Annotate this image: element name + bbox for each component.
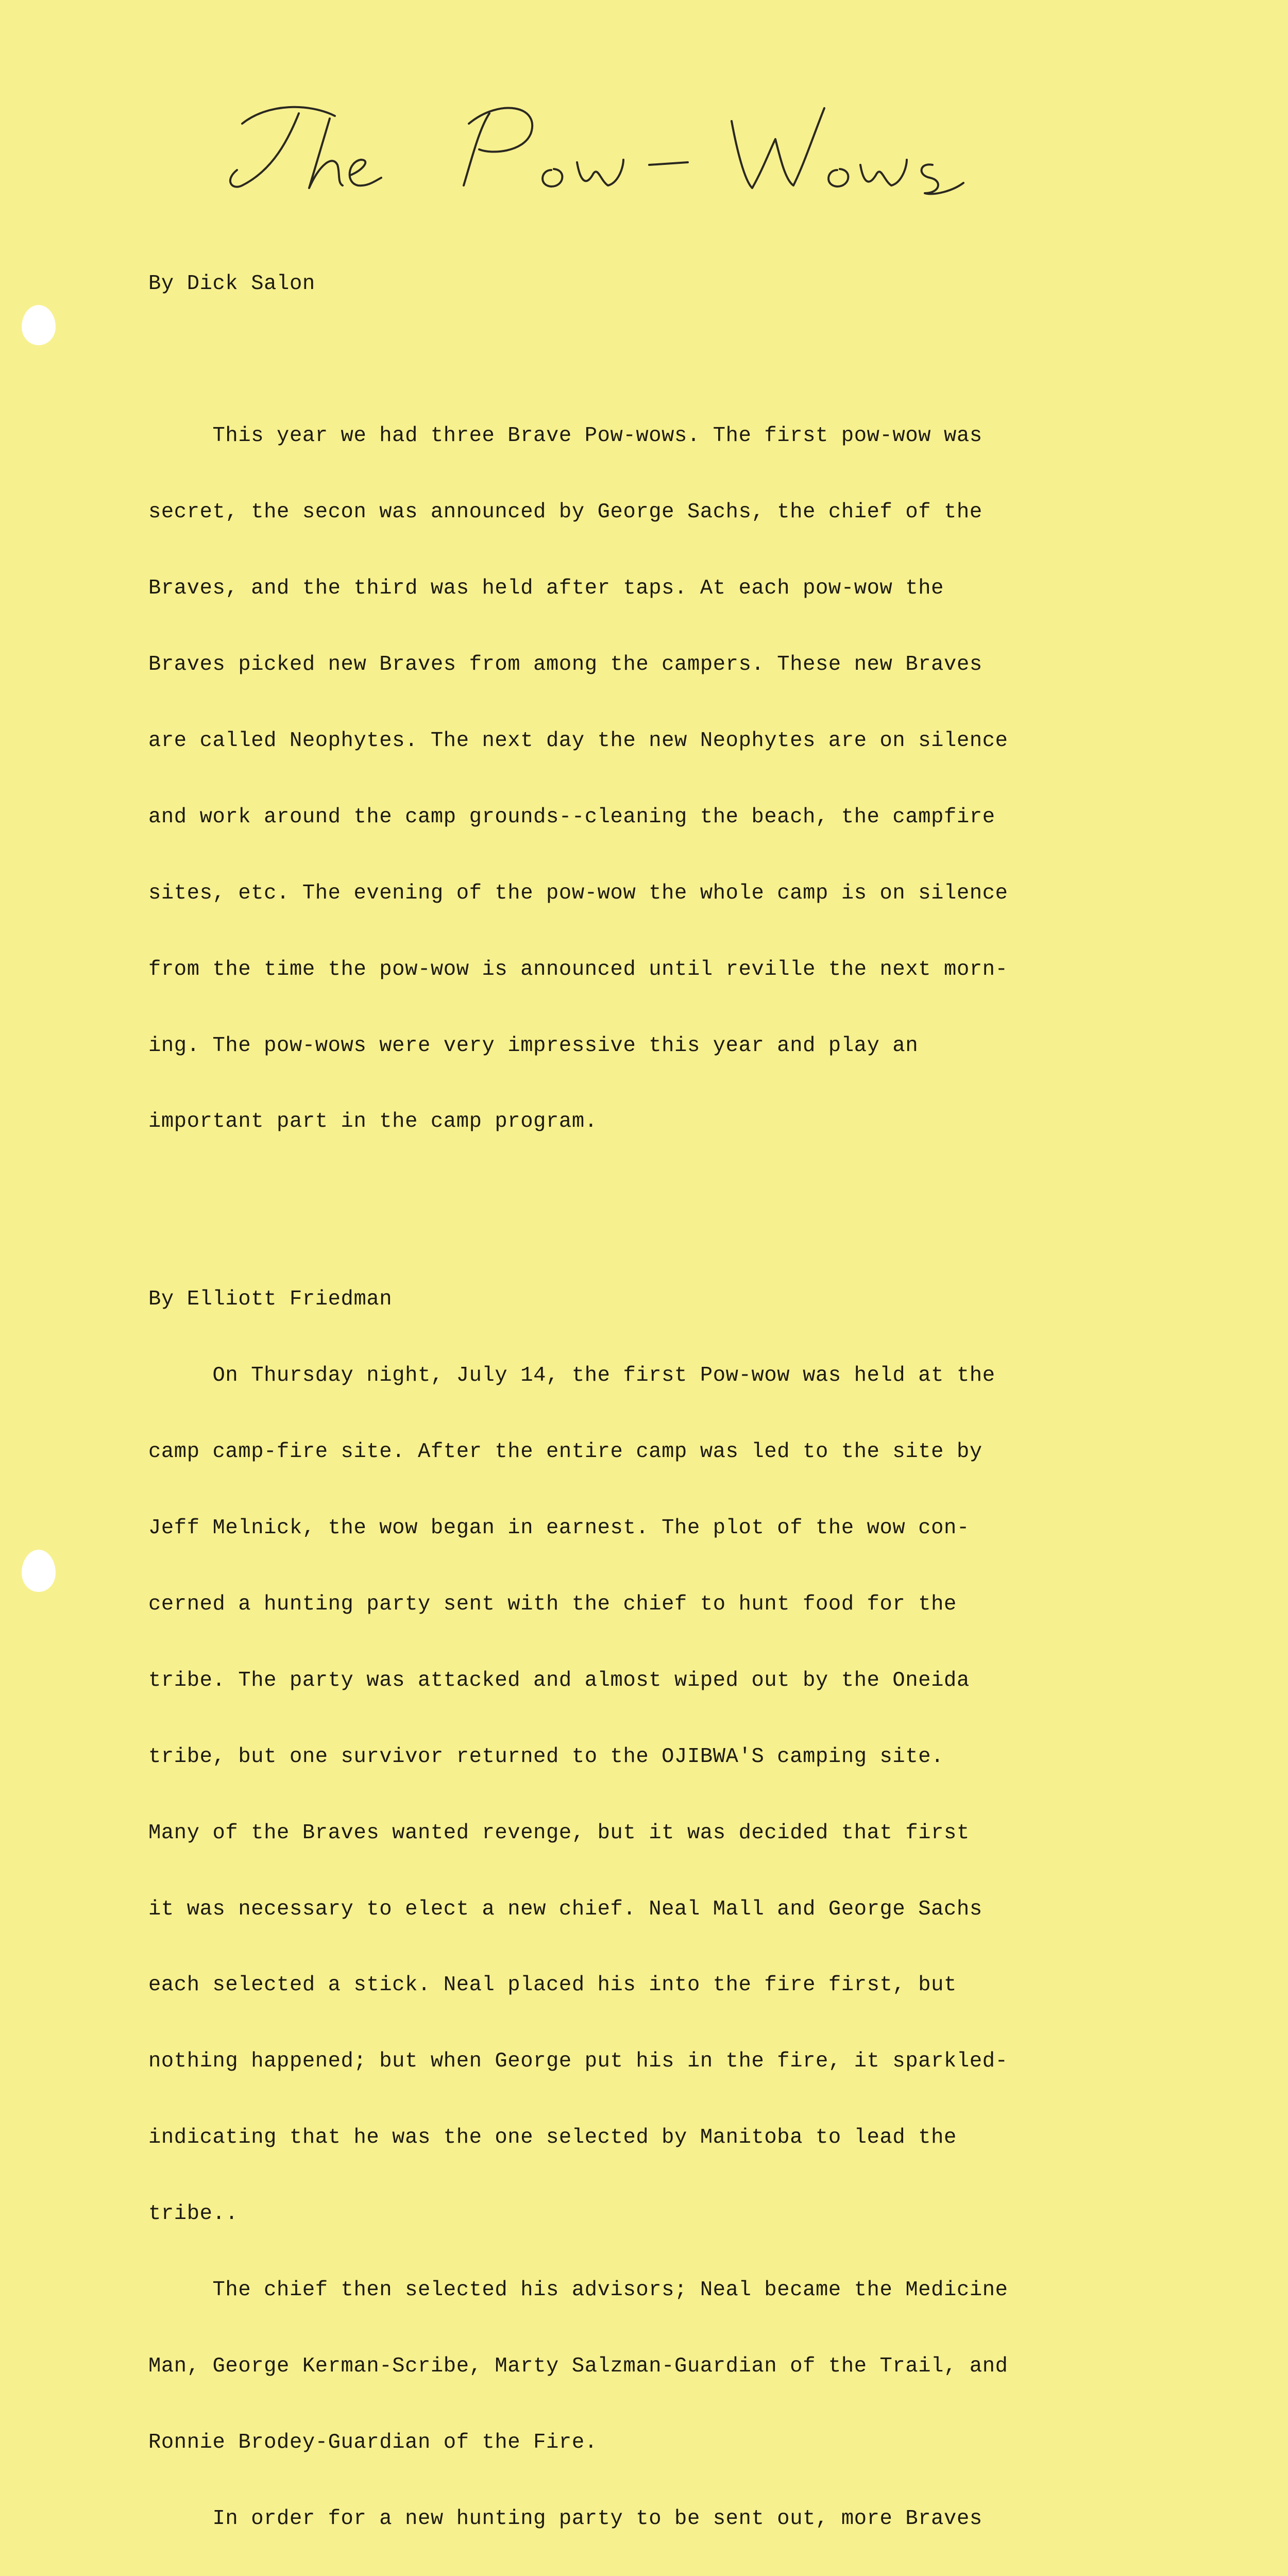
text-line: tribe. The party was attacked and almost wiped out by the Oneida	[148, 1668, 970, 1692]
text-line: important part in the camp program.	[148, 1110, 598, 1134]
text-line: On Thursday night, July 14, the first Pow-wow was held at the	[148, 1364, 995, 1388]
handwritten-title	[222, 93, 974, 211]
text-line: This year we had three Brave Pow-wows. The first pow-wow was	[148, 424, 982, 448]
text-line: from the time the pow-wow is announced until reville the next morn-	[148, 957, 1008, 981]
punch-hole-top	[22, 305, 56, 345]
spacer	[148, 1185, 1220, 1211]
text-line: In order for a new hunting party to be sent out, more Braves	[148, 2506, 982, 2531]
text-line: sites, etc. The evening of the pow-wow the whole camp is on silence	[148, 881, 1008, 905]
punch-hole-bottom	[22, 1550, 56, 1592]
handwritten-title-drawing	[222, 93, 974, 211]
text-line: tribe, but one survivor returned to the OJIBWA'S camping site.	[148, 1744, 944, 1769]
text-line: Braves picked new Braves from among the campers. These new Braves	[148, 653, 982, 677]
byline: By Elliott Friedman	[148, 1287, 393, 1312]
text-line: Braves, and the third was held after taps. At each pow-wow the	[148, 577, 944, 601]
text-line: are called Neophytes. The next day the new Neophytes are on silence	[148, 728, 1008, 753]
byline: By Dick Salon	[148, 272, 315, 296]
text-line: secret, the secon was announced by George Sachs, the chief of the	[148, 500, 982, 524]
text-line: Man, George Kerman-Scribe, Marty Salzman-Guardian of the Trail, and	[148, 2354, 1008, 2378]
text-line: each selected a stick. Neal placed his into the fire first, but	[148, 1973, 957, 1997]
text-line: cerned a hunting party sent with the chief to hunt food for the	[148, 1592, 957, 1617]
text-line: The chief then selected his advisors; Neal became the Medicine	[148, 2278, 1008, 2302]
article-body	[148, 221, 1220, 2576]
text-line: tribe..	[148, 2202, 239, 2226]
text-line: indicating that he was the one selected by Manitoba to lead the	[148, 2126, 957, 2150]
text-line: and work around the camp grounds--cleaning the beach, the campfire	[148, 805, 995, 829]
text-line: Jeff Melnick, the wow began in earnest. The plot of the wow con-	[148, 1516, 970, 1540]
text-line: camp camp-fire site. After the entire camp was led to the site by	[148, 1440, 982, 1464]
text-line: nothing happened; but when George put his in the fire, it sparkled-	[148, 2049, 1008, 2074]
text-line: ing. The pow-wows were very impressive this year and play an	[148, 1033, 919, 1058]
spacer	[148, 347, 1220, 372]
text-line: Ronnie Brodey-Guardian of the Fire.	[148, 2430, 598, 2454]
text-line: Many of the Braves wanted revenge, but it was decided that first	[148, 1821, 970, 1845]
text-line: it was necessary to elect a new chief. Neal Mall and George Sachs	[148, 1897, 982, 1921]
